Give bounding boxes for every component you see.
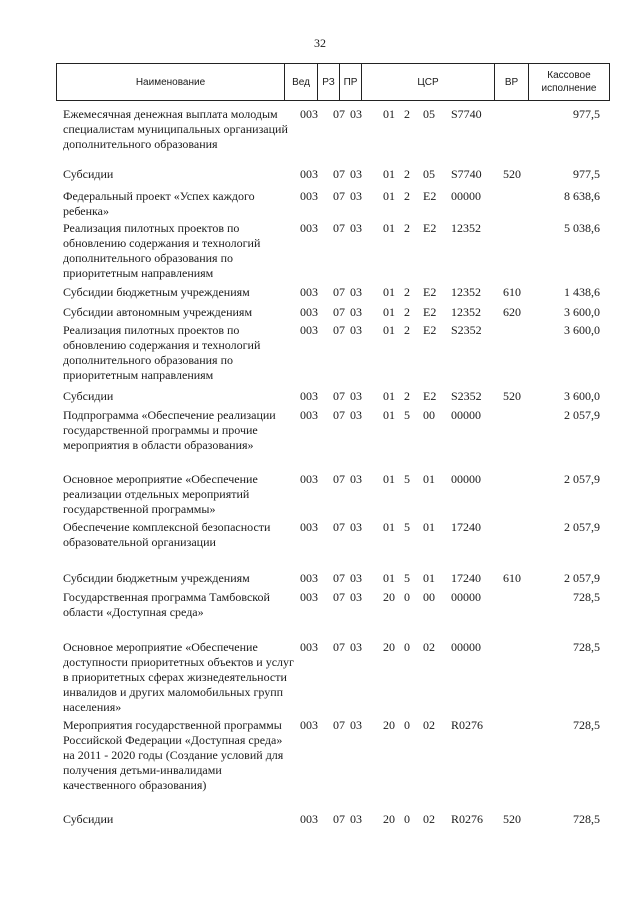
row-amount: 3 600,0 <box>564 389 600 403</box>
row-amount: 3 600,0 <box>564 305 600 319</box>
row-csr-event: E2 <box>423 305 437 319</box>
row-csr-subprogram: 2 <box>404 305 410 319</box>
row-csr-subprogram: 0 <box>404 812 410 826</box>
page-number: 32 <box>314 36 326 50</box>
row-csr-direction: 17240 <box>451 520 481 534</box>
row-csr-subprogram: 0 <box>404 590 410 604</box>
row-name: Основное мероприятие «Обеспечение доступности приоритетных объектов и услуг в приоритетных сферах жизнедеятельности инвалидов и других маломобильных групп населения» <box>63 640 294 714</box>
row-ved: 003 <box>300 408 318 422</box>
row-csr-subprogram: 5 <box>404 472 410 486</box>
row-amount: 2 057,9 <box>564 571 600 585</box>
row-name: Реализация пилотных проектов по обновлению содержания и технологий дополнительного образования по приоритетным направлениям <box>63 221 261 280</box>
header-rz: РЗ <box>318 64 340 100</box>
row-amount: 728,5 <box>573 718 600 732</box>
row-pr: 03 <box>350 389 362 403</box>
row-vr: 610 <box>503 571 521 585</box>
row-rz: 07 <box>333 323 345 337</box>
row-csr-event: 02 <box>423 640 435 654</box>
row-name: Реализация пилотных проектов по обновлению содержания и технологий дополнительного образования по приоритетным направлениям <box>63 323 261 382</box>
row-pr: 03 <box>350 285 362 299</box>
row-csr-program: 01 <box>383 472 395 486</box>
row-amount: 977,5 <box>573 107 600 121</box>
row-name: Государственная программа Тамбовской области «Доступная среда» <box>63 590 270 619</box>
row-name: Основное мероприятие «Обеспечение реализации отдельных мероприятий государственной программы» <box>63 472 258 516</box>
row-csr-event: 02 <box>423 718 435 732</box>
row-csr-direction: 00000 <box>451 189 481 203</box>
row-csr-program: 01 <box>383 408 395 422</box>
header-vr: ВР <box>495 64 529 100</box>
row-pr: 03 <box>350 323 362 337</box>
row-rz: 07 <box>333 167 345 181</box>
row-ved: 003 <box>300 472 318 486</box>
row-csr-program: 01 <box>383 107 395 121</box>
row-csr-program: 01 <box>383 221 395 235</box>
row-rz: 07 <box>333 189 345 203</box>
row-csr-direction: S2352 <box>451 389 482 403</box>
row-csr-subprogram: 2 <box>404 107 410 121</box>
row-csr-event: 01 <box>423 520 435 534</box>
row-rz: 07 <box>333 107 345 121</box>
row-name: Мероприятия государственной программы Российской Федерации «Доступная среда» на 2011 - 2020 годы (Создание условий для получения детьми-инвалидами качественного образования) <box>63 718 284 792</box>
row-pr: 03 <box>350 472 362 486</box>
row-ved: 003 <box>300 221 318 235</box>
row-csr-subprogram: 2 <box>404 389 410 403</box>
row-csr-event: E2 <box>423 323 437 337</box>
row-ved: 003 <box>300 107 318 121</box>
row-rz: 07 <box>333 571 345 585</box>
row-csr-program: 20 <box>383 812 395 826</box>
row-rz: 07 <box>333 285 345 299</box>
row-csr-event: E2 <box>423 389 437 403</box>
row-csr-event: 00 <box>423 590 435 604</box>
row-ved: 003 <box>300 189 318 203</box>
row-csr-direction: 00000 <box>451 590 481 604</box>
row-ved: 003 <box>300 323 318 337</box>
row-ved: 003 <box>300 167 318 181</box>
row-name: Субсидии автономным учреждениям <box>63 305 253 319</box>
row-ved: 003 <box>300 571 318 585</box>
row-csr-program: 20 <box>383 640 395 654</box>
row-name: Субсидии <box>63 167 114 181</box>
header-name: Наименование <box>57 64 285 100</box>
row-pr: 03 <box>350 189 362 203</box>
row-ved: 003 <box>300 640 318 654</box>
row-pr: 03 <box>350 167 362 181</box>
row-csr-program: 01 <box>383 285 395 299</box>
row-amount: 728,5 <box>573 640 600 654</box>
row-csr-subprogram: 2 <box>404 285 410 299</box>
header-csr: ЦСР <box>362 64 495 100</box>
row-amount: 977,5 <box>573 167 600 181</box>
row-pr: 03 <box>350 812 362 826</box>
row-ved: 003 <box>300 718 318 732</box>
table-header <box>56 63 610 101</box>
row-csr-program: 01 <box>383 305 395 319</box>
row-csr-direction: S7740 <box>451 167 482 181</box>
row-pr: 03 <box>350 408 362 422</box>
row-csr-subprogram: 2 <box>404 323 410 337</box>
row-csr-subprogram: 5 <box>404 571 410 585</box>
row-name: Подпрограмма «Обеспечение реализации государственной программы и прочие мероприятия в области образования» <box>63 408 276 452</box>
row-name: Обеспечение комплексной безопасности образовательной организации <box>63 520 271 549</box>
row-name: Субсидии <box>63 389 114 403</box>
row-csr-subprogram: 0 <box>404 640 410 654</box>
row-pr: 03 <box>350 107 362 121</box>
row-rz: 07 <box>333 812 345 826</box>
row-rz: 07 <box>333 718 345 732</box>
row-ved: 003 <box>300 520 318 534</box>
row-csr-subprogram: 5 <box>404 520 410 534</box>
row-rz: 07 <box>333 221 345 235</box>
row-csr-program: 01 <box>383 167 395 181</box>
row-csr-event: 01 <box>423 472 435 486</box>
row-csr-direction: R0276 <box>451 718 484 732</box>
row-csr-program: 01 <box>383 189 395 203</box>
row-ved: 003 <box>300 305 318 319</box>
row-vr: 620 <box>503 305 521 319</box>
row-csr-direction: S2352 <box>451 323 482 337</box>
header-amount: Кассовое исполнение <box>541 70 597 94</box>
row-csr-event: 05 <box>423 167 435 181</box>
row-vr: 520 <box>503 812 521 826</box>
row-vr: 520 <box>503 167 521 181</box>
row-amount: 5 038,6 <box>564 221 600 235</box>
row-vr: 610 <box>503 285 521 299</box>
row-csr-event: E2 <box>423 189 437 203</box>
row-amount: 728,5 <box>573 590 600 604</box>
row-pr: 03 <box>350 520 362 534</box>
row-csr-program: 01 <box>383 323 395 337</box>
row-csr-program: 01 <box>383 520 395 534</box>
row-ved: 003 <box>300 812 318 826</box>
row-csr-program: 20 <box>383 590 395 604</box>
header-ved: Вед <box>285 64 318 100</box>
row-pr: 03 <box>350 640 362 654</box>
row-name: Ежемесячная денежная выплата молодым специалистам муниципальных организаций дополнительного образования <box>63 107 288 151</box>
row-csr-event: 05 <box>423 107 435 121</box>
row-rz: 07 <box>333 305 345 319</box>
row-csr-direction: S7740 <box>451 107 482 121</box>
row-name: Субсидии бюджетным учреждениям <box>63 571 250 585</box>
row-name: Субсидии бюджетным учреждениям <box>63 285 250 299</box>
row-amount: 2 057,9 <box>564 520 600 534</box>
row-csr-subprogram: 5 <box>404 408 410 422</box>
row-pr: 03 <box>350 718 362 732</box>
row-amount: 2 057,9 <box>564 472 600 486</box>
row-amount: 8 638,6 <box>564 189 600 203</box>
row-rz: 07 <box>333 408 345 422</box>
row-pr: 03 <box>350 571 362 585</box>
row-csr-event: 00 <box>423 408 435 422</box>
row-amount: 728,5 <box>573 812 600 826</box>
row-vr: 520 <box>503 389 521 403</box>
header-pr: ПР <box>340 64 362 100</box>
row-csr-direction: 12352 <box>451 285 481 299</box>
row-ved: 003 <box>300 590 318 604</box>
row-ved: 003 <box>300 389 318 403</box>
row-pr: 03 <box>350 305 362 319</box>
row-csr-event: 01 <box>423 571 435 585</box>
row-amount: 3 600,0 <box>564 323 600 337</box>
row-csr-program: 20 <box>383 718 395 732</box>
row-amount: 2 057,9 <box>564 408 600 422</box>
row-csr-direction: 00000 <box>451 640 481 654</box>
row-rz: 07 <box>333 520 345 534</box>
row-csr-direction: 17240 <box>451 571 481 585</box>
row-rz: 07 <box>333 389 345 403</box>
row-rz: 07 <box>333 590 345 604</box>
row-rz: 07 <box>333 472 345 486</box>
row-pr: 03 <box>350 590 362 604</box>
row-csr-event: E2 <box>423 221 437 235</box>
row-csr-program: 01 <box>383 571 395 585</box>
row-csr-subprogram: 2 <box>404 167 410 181</box>
row-name: Федеральный проект «Успех каждого ребенка» <box>63 189 255 218</box>
row-csr-event: 02 <box>423 812 435 826</box>
row-csr-program: 01 <box>383 389 395 403</box>
row-csr-subprogram: 2 <box>404 221 410 235</box>
row-pr: 03 <box>350 221 362 235</box>
row-csr-direction: R0276 <box>451 812 484 826</box>
row-amount: 1 438,6 <box>564 285 600 299</box>
row-csr-direction: 12352 <box>451 221 481 235</box>
row-name: Субсидии <box>63 812 114 826</box>
row-csr-direction: 00000 <box>451 472 481 486</box>
row-csr-direction: 12352 <box>451 305 481 319</box>
row-csr-subprogram: 2 <box>404 189 410 203</box>
row-csr-direction: 00000 <box>451 408 481 422</box>
row-ved: 003 <box>300 285 318 299</box>
row-csr-event: E2 <box>423 285 437 299</box>
row-csr-subprogram: 0 <box>404 718 410 732</box>
row-rz: 07 <box>333 640 345 654</box>
